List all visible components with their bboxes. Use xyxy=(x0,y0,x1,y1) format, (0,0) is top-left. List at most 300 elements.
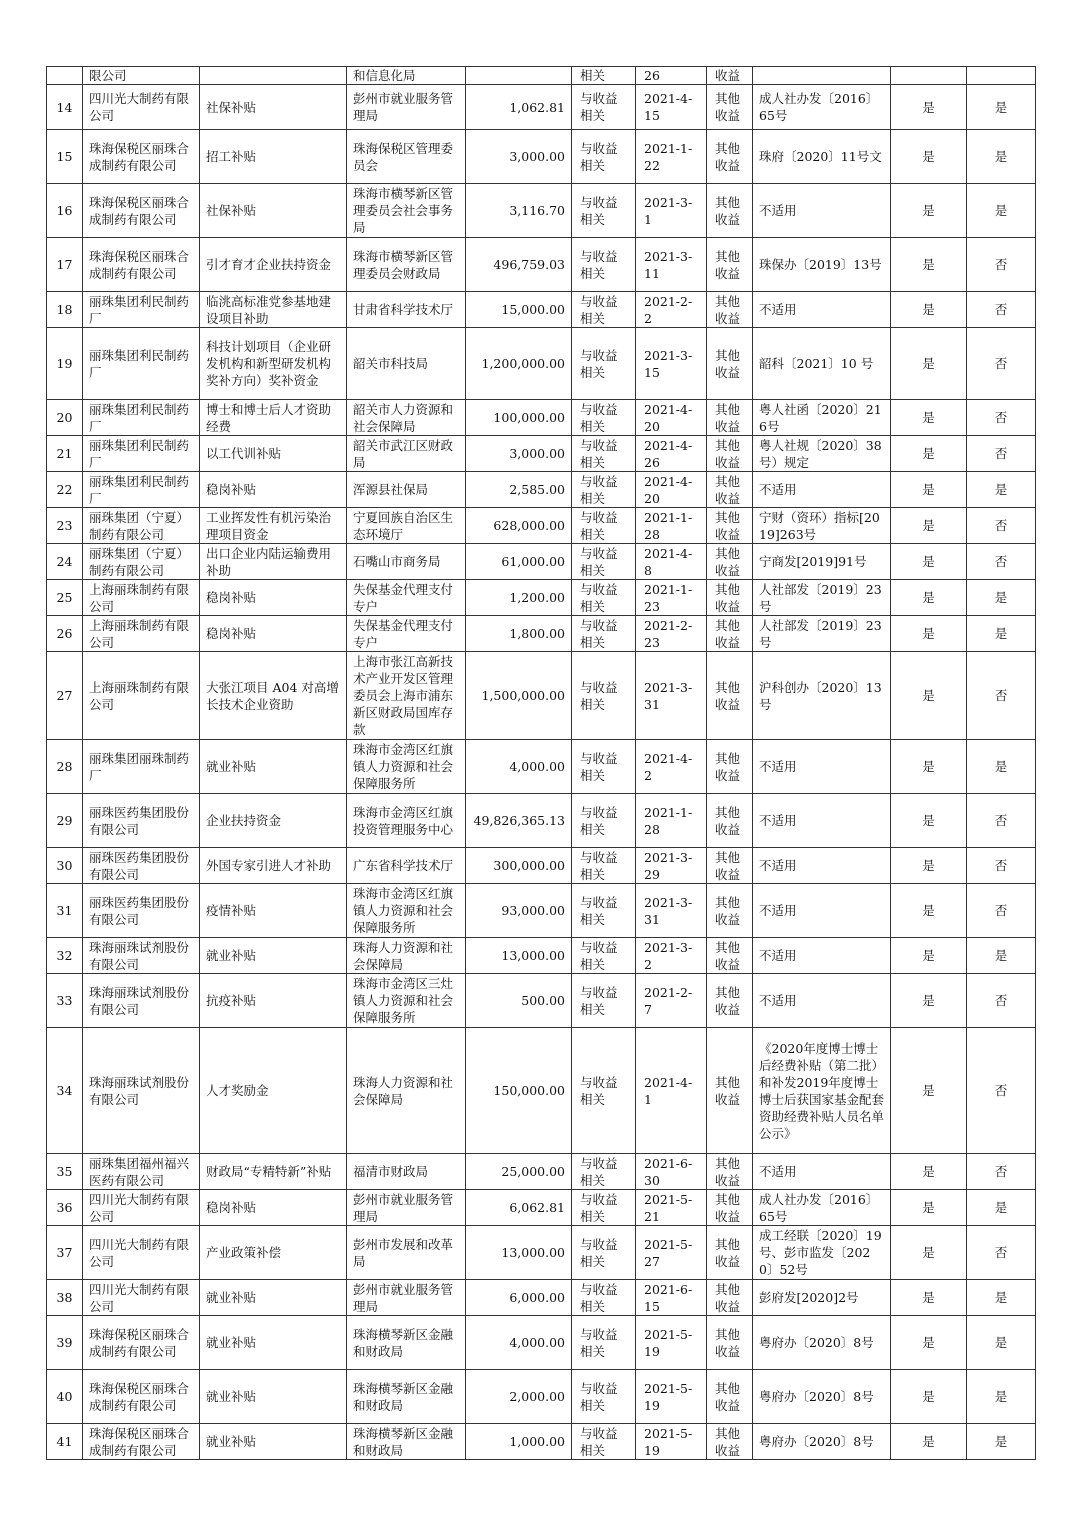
category-cell: 其他收益 xyxy=(707,938,753,974)
relation-cell: 与收益相关 xyxy=(572,472,636,508)
table-row xyxy=(47,1154,1036,1190)
flag-cell-1: 是 xyxy=(891,848,967,884)
relation-cell: 与收益相关 xyxy=(572,1154,636,1190)
flag-cell-1: 是 xyxy=(891,472,967,508)
company-cell: 珠海丽珠试剂股份有限公司 xyxy=(83,938,200,974)
amount-cell: 1,000.00 xyxy=(466,1424,572,1460)
table-row xyxy=(47,740,1036,794)
category-cell: 其他收益 xyxy=(707,580,753,616)
company-cell: 丽珠集团丽珠制药厂 xyxy=(83,740,200,794)
relation-cell: 与收益相关 xyxy=(572,1028,636,1154)
flag-cell-1: 是 xyxy=(891,1280,967,1316)
category-cell: 其他收益 xyxy=(707,974,753,1028)
relation-cell: 与收益相关 xyxy=(572,974,636,1028)
subsidy-item-cell: 产业政策补偿 xyxy=(200,1226,347,1280)
table-row xyxy=(47,616,1036,652)
basis-document-cell: 粤府办〔2020〕8号 xyxy=(753,1370,891,1424)
basis-document-cell: 成工经联〔2020〕19号、彭市监发〔2020〕52号 xyxy=(753,1226,891,1280)
category-cell: 其他收益 xyxy=(707,1190,753,1226)
subsidy-item-cell: 博士和博士后人才资助经费 xyxy=(200,400,347,436)
subsidy-item-cell: 社保补贴 xyxy=(200,85,347,130)
company-cell: 丽珠集团利民制药厂 xyxy=(83,436,200,472)
amount-cell: 150,000.00 xyxy=(466,1028,572,1154)
flag-cell-1 xyxy=(891,67,967,85)
company-cell: 丽珠集团利民制药厂 xyxy=(83,472,200,508)
subsidy-item-cell: 临洮高标准党参基地建设项目补助 xyxy=(200,292,347,328)
date-cell: 2021-1-28 xyxy=(636,794,707,848)
subsidy-item-cell: 工业挥发性有机污染治理项目资金 xyxy=(200,508,347,544)
amount-cell: 2,585.00 xyxy=(466,472,572,508)
amount-cell: 100,000.00 xyxy=(466,400,572,436)
company-cell: 珠海丽珠试剂股份有限公司 xyxy=(83,1028,200,1154)
relation-cell: 与收益相关 xyxy=(572,1226,636,1280)
amount-cell: 496,759.03 xyxy=(466,238,572,292)
row-number-cell: 21 xyxy=(47,436,83,472)
flag-cell-1: 是 xyxy=(891,400,967,436)
table-row xyxy=(47,400,1036,436)
date-cell: 2021-6-30 xyxy=(636,1154,707,1190)
relation-cell: 与收益相关 xyxy=(572,292,636,328)
row-number-cell: 35 xyxy=(47,1154,83,1190)
table-row xyxy=(47,974,1036,1028)
relation-cell: 与收益相关 xyxy=(572,884,636,938)
date-cell: 2021-4-15 xyxy=(636,85,707,130)
flag-cell-1: 是 xyxy=(891,740,967,794)
relation-cell: 与收益相关 xyxy=(572,1316,636,1370)
amount-cell: 49,826,365.13 xyxy=(466,794,572,848)
basis-document-cell: 成人社办发〔2016〕65号 xyxy=(753,1190,891,1226)
issuing-department-cell: 失保基金代理支付专户 xyxy=(347,580,466,616)
flag-cell-2: 是 xyxy=(967,1370,1036,1424)
category-cell: 其他收益 xyxy=(707,794,753,848)
table-row xyxy=(47,328,1036,400)
category-cell: 其他收益 xyxy=(707,292,753,328)
subsidy-item-cell: 就业补贴 xyxy=(200,1316,347,1370)
subsidy-item-cell: 大张江项目 A04 对高增长技术企业资助 xyxy=(200,652,347,740)
issuing-department-cell: 和信息化局 xyxy=(347,67,466,85)
flag-cell-2: 是 xyxy=(967,1280,1036,1316)
issuing-department-cell: 石嘴山市商务局 xyxy=(347,544,466,580)
subsidy-item-cell xyxy=(200,67,347,85)
row-number-cell: 33 xyxy=(47,974,83,1028)
category-cell: 其他收益 xyxy=(707,1226,753,1280)
table-row xyxy=(47,184,1036,238)
subsidy-item-cell: 就业补贴 xyxy=(200,740,347,794)
date-cell: 2021-4-2 xyxy=(636,740,707,794)
issuing-department-cell: 宁夏回族自治区生态环境厅 xyxy=(347,508,466,544)
flag-cell-2: 是 xyxy=(967,1190,1036,1226)
row-number-cell: 15 xyxy=(47,130,83,184)
row-number-cell: 31 xyxy=(47,884,83,938)
basis-document-cell: 不适用 xyxy=(753,974,891,1028)
table-row xyxy=(47,544,1036,580)
relation-cell: 与收益相关 xyxy=(572,400,636,436)
row-number-cell: 19 xyxy=(47,328,83,400)
flag-cell-1: 是 xyxy=(891,974,967,1028)
flag-cell-2: 是 xyxy=(967,1424,1036,1460)
relation-cell: 与收益相关 xyxy=(572,238,636,292)
amount-cell: 3,116.70 xyxy=(466,184,572,238)
amount-cell xyxy=(466,67,572,85)
amount-cell: 25,000.00 xyxy=(466,1154,572,1190)
flag-cell-2: 否 xyxy=(967,848,1036,884)
flag-cell-1: 是 xyxy=(891,292,967,328)
flag-cell-1: 是 xyxy=(891,1424,967,1460)
company-cell: 珠海保税区丽珠合成制药有限公司 xyxy=(83,184,200,238)
flag-cell-1: 是 xyxy=(891,436,967,472)
row-number-cell: 16 xyxy=(47,184,83,238)
subsidy-item-cell: 社保补贴 xyxy=(200,184,347,238)
category-cell: 其他收益 xyxy=(707,616,753,652)
category-cell: 其他收益 xyxy=(707,472,753,508)
basis-document-cell: 不适用 xyxy=(753,848,891,884)
category-cell: 其他收益 xyxy=(707,400,753,436)
basis-document-cell: 珠保办〔2019〕13号 xyxy=(753,238,891,292)
flag-cell-2: 是 xyxy=(967,938,1036,974)
row-number-cell: 39 xyxy=(47,1316,83,1370)
basis-document-cell xyxy=(753,67,891,85)
basis-document-cell: 人社部发〔2019〕23号 xyxy=(753,580,891,616)
date-cell: 2021-1-28 xyxy=(636,508,707,544)
subsidy-item-cell: 抗疫补贴 xyxy=(200,974,347,1028)
relation-cell: 与收益相关 xyxy=(572,1190,636,1226)
issuing-department-cell: 珠海市金湾区三灶镇人力资源和社会保障服务所 xyxy=(347,974,466,1028)
company-cell: 丽珠医药集团股份有限公司 xyxy=(83,884,200,938)
row-number-cell: 20 xyxy=(47,400,83,436)
issuing-department-cell: 珠海市横琴新区管理委员会社会事务局 xyxy=(347,184,466,238)
company-cell: 珠海丽珠试剂股份有限公司 xyxy=(83,974,200,1028)
relation-cell: 与收益相关 xyxy=(572,508,636,544)
flag-cell-2: 否 xyxy=(967,1226,1036,1280)
basis-document-cell: 不适用 xyxy=(753,472,891,508)
row-number-cell: 38 xyxy=(47,1280,83,1316)
date-cell: 2021-5-19 xyxy=(636,1316,707,1370)
basis-document-cell: 成人社办发〔2016〕65号 xyxy=(753,85,891,130)
basis-document-cell: 珠府〔2020〕11号文 xyxy=(753,130,891,184)
company-cell: 珠海保税区丽珠合成制药有限公司 xyxy=(83,1424,200,1460)
company-cell: 丽珠集团福州福兴医药有限公司 xyxy=(83,1154,200,1190)
row-number-cell: 24 xyxy=(47,544,83,580)
row-number-cell: 22 xyxy=(47,472,83,508)
issuing-department-cell: 彭州市就业服务管理局 xyxy=(347,1280,466,1316)
company-cell: 珠海保税区丽珠合成制药有限公司 xyxy=(83,130,200,184)
basis-document-cell: 不适用 xyxy=(753,292,891,328)
table-row xyxy=(47,1190,1036,1226)
category-cell: 其他收益 xyxy=(707,544,753,580)
subsidy-item-cell: 科技计划项目（企业研发机构和新型研发机构奖补方向）奖补资金 xyxy=(200,328,347,400)
company-cell: 上海丽珠制药有限公司 xyxy=(83,652,200,740)
issuing-department-cell: 失保基金代理支付专户 xyxy=(347,616,466,652)
issuing-department-cell: 韶关市武江区财政局 xyxy=(347,436,466,472)
flag-cell-1: 是 xyxy=(891,616,967,652)
amount-cell: 4,000.00 xyxy=(466,740,572,794)
row-number-cell: 25 xyxy=(47,580,83,616)
category-cell: 其他收益 xyxy=(707,1370,753,1424)
flag-cell-2: 是 xyxy=(967,130,1036,184)
issuing-department-cell: 珠海横琴新区金融和财政局 xyxy=(347,1370,466,1424)
subsidy-item-cell: 就业补贴 xyxy=(200,938,347,974)
date-cell: 2021-5-19 xyxy=(636,1424,707,1460)
table-row xyxy=(47,1280,1036,1316)
row-number-cell: 18 xyxy=(47,292,83,328)
issuing-department-cell: 珠海保税区管理委员会 xyxy=(347,130,466,184)
date-cell: 2021-4-20 xyxy=(636,400,707,436)
basis-document-cell: 宁商发[2019]91号 xyxy=(753,544,891,580)
amount-cell: 6,062.81 xyxy=(466,1190,572,1226)
category-cell: 其他收益 xyxy=(707,740,753,794)
category-cell: 其他收益 xyxy=(707,238,753,292)
date-cell: 2021-1-22 xyxy=(636,130,707,184)
issuing-department-cell: 彭州市就业服务管理局 xyxy=(347,1190,466,1226)
date-cell: 2021-4-26 xyxy=(636,436,707,472)
company-cell: 限公司 xyxy=(83,67,200,85)
flag-cell-2: 是 xyxy=(967,616,1036,652)
date-cell: 2021-6-15 xyxy=(636,1280,707,1316)
basis-document-cell: 韶科〔2021〕10 号 xyxy=(753,328,891,400)
date-cell: 2021-3-2 xyxy=(636,938,707,974)
amount-cell: 628,000.00 xyxy=(466,508,572,544)
row-number-cell: 40 xyxy=(47,1370,83,1424)
relation-cell: 与收益相关 xyxy=(572,85,636,130)
table-row xyxy=(47,580,1036,616)
basis-document-cell: 不适用 xyxy=(753,1154,891,1190)
amount-cell: 61,000.00 xyxy=(466,544,572,580)
company-cell: 四川光大制药有限公司 xyxy=(83,1280,200,1316)
company-cell: 丽珠集团（宁夏）制药有限公司 xyxy=(83,508,200,544)
issuing-department-cell: 珠海市金湾区红旗镇人力资源和社会保障服务所 xyxy=(347,740,466,794)
amount-cell: 300,000.00 xyxy=(466,848,572,884)
table-row xyxy=(47,85,1036,130)
subsidy-item-cell: 稳岗补贴 xyxy=(200,1190,347,1226)
issuing-department-cell: 珠海市金湾区红旗投资管理服务中心 xyxy=(347,794,466,848)
flag-cell-1: 是 xyxy=(891,580,967,616)
issuing-department-cell: 彭州市发展和改革局 xyxy=(347,1226,466,1280)
table-row xyxy=(47,794,1036,848)
basis-document-cell: 不适用 xyxy=(753,184,891,238)
subsidy-item-cell: 稳岗补贴 xyxy=(200,616,347,652)
basis-document-cell: 沪科创办〔2020〕13号 xyxy=(753,652,891,740)
subsidy-item-cell: 就业补贴 xyxy=(200,1370,347,1424)
relation-cell: 与收益相关 xyxy=(572,616,636,652)
row-number-cell: 27 xyxy=(47,652,83,740)
company-cell: 丽珠集团（宁夏）制药有限公司 xyxy=(83,544,200,580)
table-row xyxy=(47,938,1036,974)
flag-cell-1: 是 xyxy=(891,884,967,938)
subsidy-item-cell: 人才奖励金 xyxy=(200,1028,347,1154)
table-row xyxy=(47,238,1036,292)
relation-cell: 与收益相关 xyxy=(572,328,636,400)
company-cell: 四川光大制药有限公司 xyxy=(83,85,200,130)
subsidy-table-page xyxy=(46,66,1035,1460)
subsidy-item-cell: 稳岗补贴 xyxy=(200,580,347,616)
flag-cell-2: 否 xyxy=(967,544,1036,580)
flag-cell-2: 是 xyxy=(967,740,1036,794)
flag-cell-2: 是 xyxy=(967,472,1036,508)
table-row xyxy=(47,884,1036,938)
flag-cell-1: 是 xyxy=(891,544,967,580)
category-cell: 其他收益 xyxy=(707,848,753,884)
subsidy-item-cell: 出口企业内陆运输费用补助 xyxy=(200,544,347,580)
subsidy-item-cell: 财政局“专精特新”补贴 xyxy=(200,1154,347,1190)
row-number-cell: 34 xyxy=(47,1028,83,1154)
subsidy-item-cell: 就业补贴 xyxy=(200,1424,347,1460)
category-cell: 其他收益 xyxy=(707,184,753,238)
table-body xyxy=(47,67,1036,1460)
category-cell: 其他收益 xyxy=(707,652,753,740)
basis-document-cell: 彭府发[2020]2号 xyxy=(753,1280,891,1316)
issuing-department-cell: 珠海人力资源和社会保障局 xyxy=(347,1028,466,1154)
relation-cell: 与收益相关 xyxy=(572,436,636,472)
amount-cell: 1,200.00 xyxy=(466,580,572,616)
amount-cell: 15,000.00 xyxy=(466,292,572,328)
amount-cell: 13,000.00 xyxy=(466,1226,572,1280)
flag-cell-1: 是 xyxy=(891,1316,967,1370)
basis-document-cell: 粤府办〔2020〕8号 xyxy=(753,1316,891,1370)
subsidy-item-cell: 稳岗补贴 xyxy=(200,472,347,508)
flag-cell-1: 是 xyxy=(891,938,967,974)
row-number-cell: 41 xyxy=(47,1424,83,1460)
amount-cell: 1,062.81 xyxy=(466,85,572,130)
company-cell: 丽珠医药集团股份有限公司 xyxy=(83,848,200,884)
flag-cell-1: 是 xyxy=(891,1190,967,1226)
issuing-department-cell: 彭州市就业服务管理局 xyxy=(347,85,466,130)
amount-cell: 4,000.00 xyxy=(466,1316,572,1370)
flag-cell-2: 否 xyxy=(967,328,1036,400)
relation-cell: 与收益相关 xyxy=(572,740,636,794)
date-cell: 26 xyxy=(636,67,707,85)
row-number-cell: 23 xyxy=(47,508,83,544)
flag-cell-2: 否 xyxy=(967,1028,1036,1154)
issuing-department-cell: 珠海人力资源和社会保障局 xyxy=(347,938,466,974)
relation-cell: 与收益相关 xyxy=(572,184,636,238)
basis-document-cell: 宁财（资环）指标[2019]263号 xyxy=(753,508,891,544)
date-cell: 2021-5-21 xyxy=(636,1190,707,1226)
category-cell: 其他收益 xyxy=(707,85,753,130)
row-number-cell: 14 xyxy=(47,85,83,130)
amount-cell: 500.00 xyxy=(466,974,572,1028)
date-cell: 2021-2-2 xyxy=(636,292,707,328)
company-cell: 上海丽珠制药有限公司 xyxy=(83,616,200,652)
date-cell: 2021-3-31 xyxy=(636,652,707,740)
table-row xyxy=(47,1316,1036,1370)
flag-cell-1: 是 xyxy=(891,1154,967,1190)
relation-cell: 与收益相关 xyxy=(572,1370,636,1424)
row-number-cell: 32 xyxy=(47,938,83,974)
subsidy-item-cell: 招工补贴 xyxy=(200,130,347,184)
date-cell: 2021-3-11 xyxy=(636,238,707,292)
amount-cell: 3,000.00 xyxy=(466,436,572,472)
basis-document-cell: 粤人社函〔2020〕216号 xyxy=(753,400,891,436)
subsidy-item-cell: 就业补贴 xyxy=(200,1280,347,1316)
amount-cell: 3,000.00 xyxy=(466,130,572,184)
government-subsidy-table xyxy=(46,66,1036,1460)
amount-cell: 1,200,000.00 xyxy=(466,328,572,400)
company-cell: 四川光大制药有限公司 xyxy=(83,1190,200,1226)
amount-cell: 1,800.00 xyxy=(466,616,572,652)
table-row xyxy=(47,1028,1036,1154)
basis-document-cell: 不适用 xyxy=(753,740,891,794)
flag-cell-2: 否 xyxy=(967,1154,1036,1190)
category-cell: 其他收益 xyxy=(707,328,753,400)
relation-cell: 与收益相关 xyxy=(572,544,636,580)
issuing-department-cell: 韶关市人力资源和社会保障局 xyxy=(347,400,466,436)
row-number-cell: 26 xyxy=(47,616,83,652)
date-cell: 2021-3-31 xyxy=(636,884,707,938)
relation-cell: 与收益相关 xyxy=(572,130,636,184)
issuing-department-cell: 珠海市金湾区红旗镇人力资源和社会保障服务所 xyxy=(347,884,466,938)
basis-document-cell: 《2020年度博士博士后经费补贴（第二批）和补发2019年度博士博士后获国家基金配套资助经费补贴人员名单公示》 xyxy=(753,1028,891,1154)
company-cell: 珠海保税区丽珠合成制药有限公司 xyxy=(83,238,200,292)
company-cell: 丽珠集团利民制药厂 xyxy=(83,292,200,328)
issuing-department-cell: 珠海横琴新区金融和财政局 xyxy=(347,1316,466,1370)
subsidy-item-cell: 以工代训补贴 xyxy=(200,436,347,472)
row-number-cell: 37 xyxy=(47,1226,83,1280)
date-cell: 2021-2-7 xyxy=(636,974,707,1028)
table-row xyxy=(47,436,1036,472)
flag-cell-1: 是 xyxy=(891,1370,967,1424)
relation-cell: 与收益相关 xyxy=(572,580,636,616)
category-cell: 其他收益 xyxy=(707,1316,753,1370)
company-cell: 丽珠医药集团股份有限公司 xyxy=(83,794,200,848)
date-cell: 2021-3-1 xyxy=(636,184,707,238)
company-cell: 丽珠集团利民制药厂 xyxy=(83,328,200,400)
flag-cell-1: 是 xyxy=(891,508,967,544)
issuing-department-cell: 珠海横琴新区金融和财政局 xyxy=(347,1424,466,1460)
row-number-cell: 36 xyxy=(47,1190,83,1226)
amount-cell: 1,500,000.00 xyxy=(466,652,572,740)
flag-cell-1: 是 xyxy=(891,1226,967,1280)
date-cell: 2021-3-29 xyxy=(636,848,707,884)
issuing-department-cell: 甘肃省科学技术厅 xyxy=(347,292,466,328)
table-row xyxy=(47,472,1036,508)
flag-cell-1: 是 xyxy=(891,85,967,130)
flag-cell-2 xyxy=(967,67,1036,85)
row-number-cell: 29 xyxy=(47,794,83,848)
issuing-department-cell: 韶关市科技局 xyxy=(347,328,466,400)
issuing-department-cell: 广东省科学技术厅 xyxy=(347,848,466,884)
category-cell: 其他收益 xyxy=(707,1028,753,1154)
flag-cell-2: 否 xyxy=(967,794,1036,848)
flag-cell-2: 否 xyxy=(967,652,1036,740)
row-number-cell: 17 xyxy=(47,238,83,292)
table-row xyxy=(47,1226,1036,1280)
date-cell: 2021-3-15 xyxy=(636,328,707,400)
issuing-department-cell: 珠海市横琴新区管理委员会财政局 xyxy=(347,238,466,292)
table-row xyxy=(47,292,1036,328)
subsidy-item-cell: 引才育才企业扶持资金 xyxy=(200,238,347,292)
date-cell: 2021-1-23 xyxy=(636,580,707,616)
date-cell: 2021-4-1 xyxy=(636,1028,707,1154)
flag-cell-2: 是 xyxy=(967,1316,1036,1370)
company-cell: 丽珠集团利民制药厂 xyxy=(83,400,200,436)
flag-cell-2: 是 xyxy=(967,184,1036,238)
basis-document-cell: 粤人社规〔2020〕38号）规定 xyxy=(753,436,891,472)
relation-cell: 与收益相关 xyxy=(572,848,636,884)
company-cell: 珠海保税区丽珠合成制药有限公司 xyxy=(83,1316,200,1370)
category-cell: 其他收益 xyxy=(707,1280,753,1316)
flag-cell-2: 否 xyxy=(967,884,1036,938)
issuing-department-cell: 上海市张江高新技术产业开发区管理委员会上海市浦东新区财政局国库存款 xyxy=(347,652,466,740)
flag-cell-2: 是 xyxy=(967,85,1036,130)
category-cell: 其他收益 xyxy=(707,1424,753,1460)
category-cell: 收益 xyxy=(707,67,753,85)
subsidy-item-cell: 外国专家引进人才补助 xyxy=(200,848,347,884)
basis-document-cell: 不适用 xyxy=(753,938,891,974)
basis-document-cell: 不适用 xyxy=(753,794,891,848)
flag-cell-2: 否 xyxy=(967,436,1036,472)
date-cell: 2021-2-23 xyxy=(636,616,707,652)
flag-cell-1: 是 xyxy=(891,1028,967,1154)
